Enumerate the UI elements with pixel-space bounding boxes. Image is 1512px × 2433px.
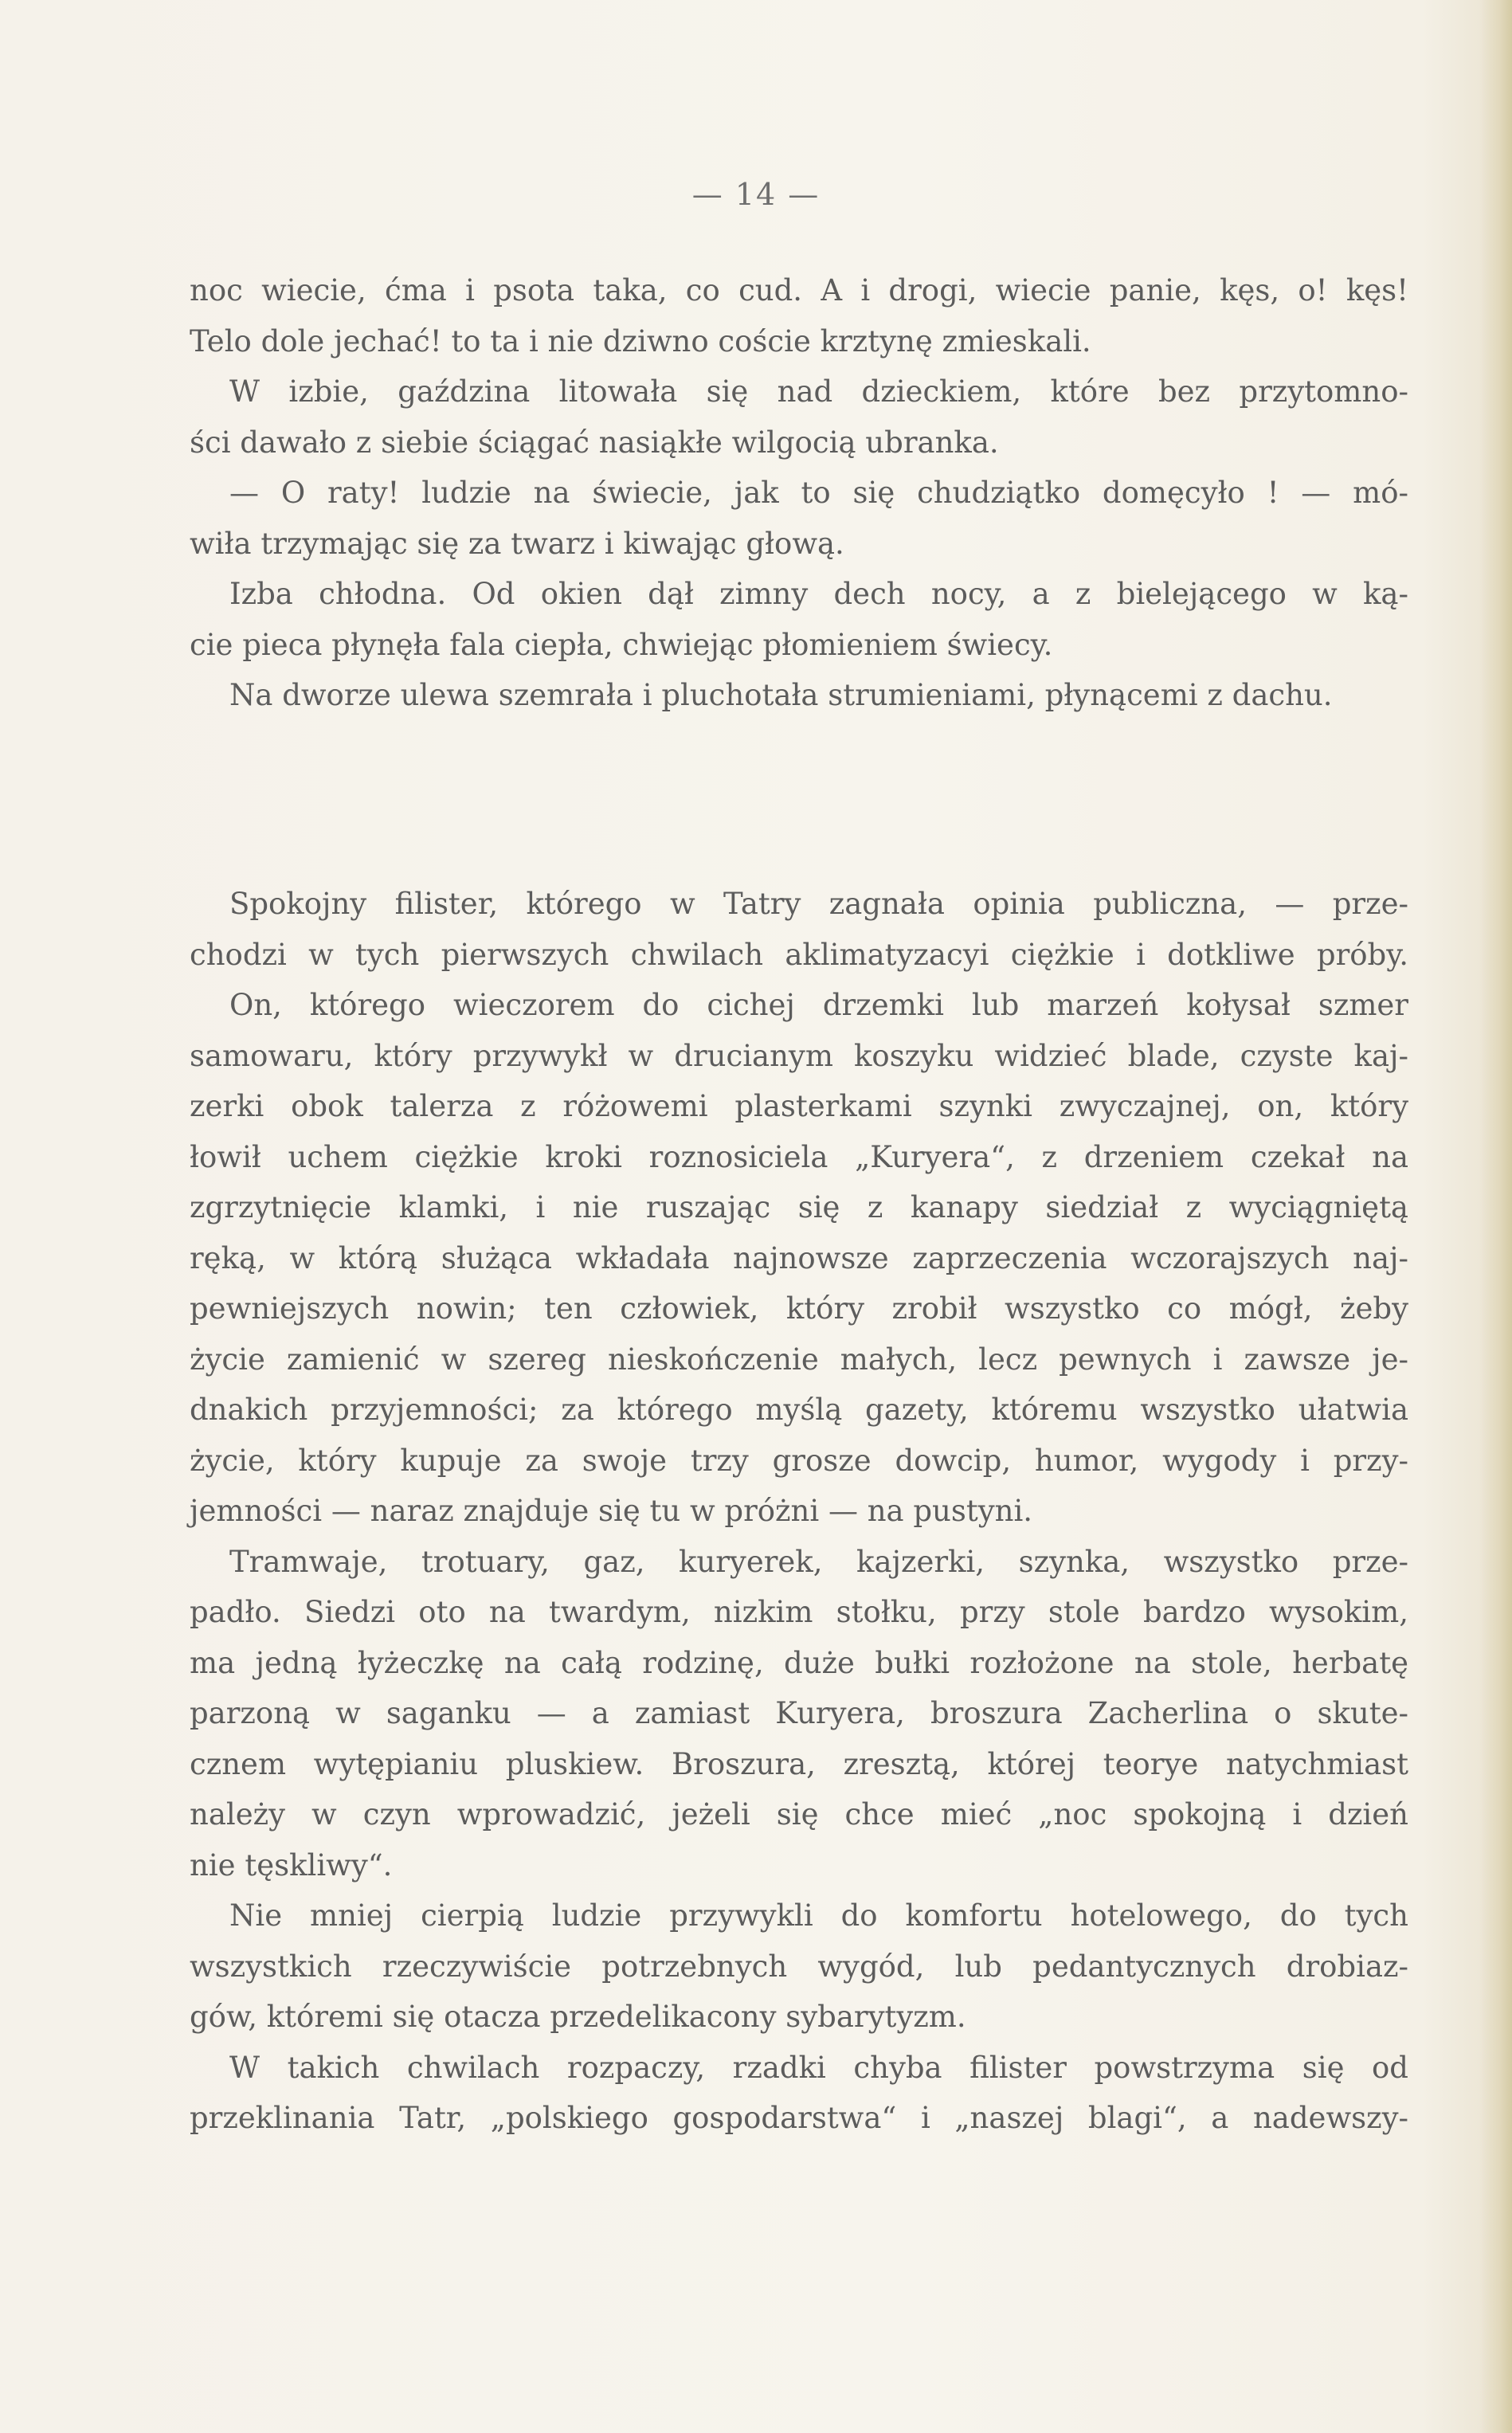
text-line: ręką, w którą służąca wkładała najnowsze zaprzeczenia wczorajszych naj- (190, 1240, 1408, 1275)
text-line: zerki obok talerza z różowemi plasterkami szynki zwyczajnej, on, który (190, 1089, 1408, 1123)
text-line: przeklinania Tatr, „polskiego gospodarstwa“ i „naszej blagi“, a nadewszy- (190, 2101, 1408, 2135)
text-line: noc wiecie, ćma i psota taka, co cud. A i drogi, wiecie panie, kęs, o! kęs! (190, 273, 1408, 308)
text-line: Spokojny filister, którego w Tatry zagnała opinia publiczna, — prze- (229, 887, 1408, 921)
text-line: łowił uchem ciężkie kroki roznosiciela „Kuryera“, z drzeniem czekał na (190, 1139, 1408, 1174)
text-line: zgrzytnięcie klamki, i nie ruszając się z kanapy siedział z wyciągniętą (190, 1190, 1408, 1224)
text-line: Telo dole jechać! to ta i nie dziwno coście krztynę zmieskali. (190, 323, 1091, 358)
text-line: cznem wytępianiu pluskiew. Broszura, zresztą, której teorye natychmiast (190, 1746, 1408, 1781)
text-block-top (190, 265, 1408, 721)
text-line: należy w czyn wprowadzić, jeżeli się chce mieć „noc spokojną i dzień (190, 1797, 1408, 1832)
text-line: życie zamienić w szereg nieskończenie małych, lecz pewnych i zawsze je- (190, 1342, 1408, 1377)
text-line: ści dawało z siebie ściągać nasiąkłe wilgocią ubranka. (190, 425, 999, 460)
text-line: ma jedną łyżeczkę na całą rodzinę, duże bułki rozłożone na stole, herbatę (190, 1645, 1408, 1680)
text-line: gów, któremi się otacza przedelikacony sybarytyzm. (190, 2000, 966, 2034)
text-line: padło. Siedzi oto na twardym, nizkim stołku, przy stole bardzo wysokim, (190, 1595, 1408, 1629)
text-line: jemności — naraz znajduje się tu w próżni — na pustyni. (190, 1494, 1033, 1528)
text-line: wiła trzymając się za twarz i kiwając głową. (190, 526, 844, 561)
text-line: chodzi w tych pierwszych chwilach aklimatyzacyi ciężkie i dotkliwe próby. (190, 937, 1408, 972)
text-line: samowaru, który przywykł w drucianym koszyku widzieć blade, czyste kaj- (190, 1038, 1408, 1073)
text-line: nie tęskliwy“. (190, 1847, 393, 1883)
page-edge-shadow (1480, 0, 1512, 2433)
text-block-main (190, 879, 1408, 2144)
text-line: W izbie, gaździna litowała się nad dzieckiem, które bez przytomno- (229, 374, 1408, 409)
text-line: Tramwaje, trotuary, gaz, kuryerek, kajzerki, szynka, wszystko prze- (229, 1544, 1408, 1579)
text-line: On, którego wieczorem do cichej drzemki lub marzeń kołysał szmer (229, 988, 1408, 1022)
text-line: dnakich przyjemności; za którego myślą gazety, któremu wszystko ułatwia (190, 1393, 1408, 1427)
text-line: pewniejszych nowin; ten człowiek, który zrobił wszystko co mógł, żeby (190, 1291, 1408, 1326)
text-line: wszystkich rzeczywiście potrzebnych wygód, lub pedantycznych drobiaz- (190, 1949, 1408, 1984)
text-line: Na dworze ulewa szemrała i pluchotała strumieniami, płynącemi z dachu. (229, 678, 1333, 712)
text-line: Nie mniej cierpią ludzie przywykli do komfortu hotelowego, do tych (229, 1898, 1408, 1933)
text-line: życie, który kupuje za swoje trzy grosze dowcip, humor, wygody i przy- (190, 1443, 1408, 1478)
text-line: — O raty! ludzie na świecie, jak to się chudziątko domęcyło ! — mó- (229, 476, 1408, 510)
text-line: parzoną w saganku — a zamiast Kuryera, broszura Zacherlina o skute- (190, 1696, 1408, 1730)
text-line: cie pieca płynęła fala ciepła, chwiejąc płomieniem świecy. (190, 627, 1053, 662)
text-line: W takich chwilach rozpaczy, rzadki chyba filister powstrzyma się od (229, 2050, 1408, 2085)
text-line: Izba chłodna. Od okien dął zimny dech nocy, a z bielejącego w ką- (229, 577, 1408, 611)
page-number: — 14 — (691, 177, 821, 212)
